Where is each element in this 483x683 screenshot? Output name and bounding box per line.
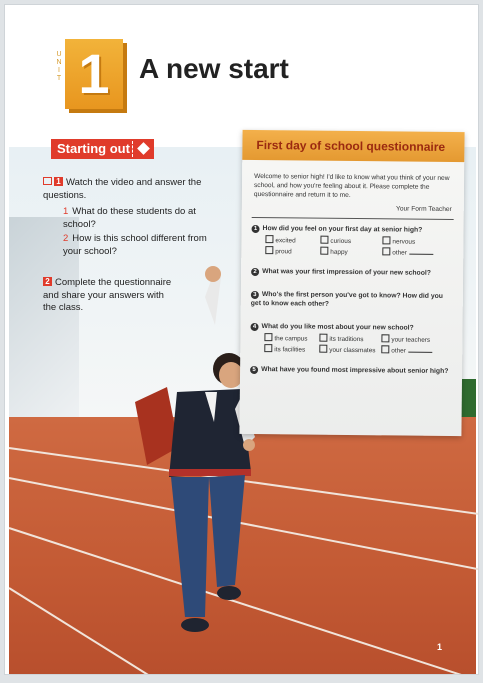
- question-1-options: [265, 235, 453, 259]
- checkbox-option[interactable]: happy: [320, 247, 382, 259]
- checkbox-option[interactable]: other: [381, 345, 451, 357]
- checkbox-option[interactable]: your classmates: [319, 345, 381, 357]
- question-2: 2 What was your first impression of your new school?: [251, 267, 453, 278]
- textbook-page: [4, 4, 479, 675]
- unit-number: 1: [78, 42, 110, 105]
- task-2: 2 Complete the questionnaire and share your answers with the class.: [43, 277, 172, 313]
- unit-vertical-label: U N I T: [56, 51, 62, 82]
- unit-title: A new start: [139, 53, 289, 84]
- task-1-question-2: 2 How is this school different from your school?: [63, 233, 207, 257]
- question-4: 4 What do you like most about your new school?: [250, 322, 452, 333]
- unit-number-box: [65, 39, 123, 109]
- question-5: 5 What have you found most impressive about senior high?: [250, 365, 452, 376]
- checkbox-option[interactable]: other: [382, 247, 452, 259]
- question-4-options: [264, 333, 452, 357]
- checkbox-option[interactable]: its facilities: [264, 344, 319, 356]
- question-3: 3 Who's the first person you've got to know? How did you get to know each other?: [250, 291, 443, 308]
- diamond-icon: [137, 142, 150, 155]
- page-number: 1: [436, 642, 442, 652]
- video-icon: [43, 177, 52, 185]
- task-1-question-1: 1 What do these students do at school?: [63, 206, 196, 230]
- checkbox-option[interactable]: the campus: [264, 333, 319, 345]
- checkbox-option[interactable]: curious: [320, 236, 382, 248]
- questionnaire-title: First day of school questionnaire: [242, 130, 464, 162]
- checkbox-option[interactable]: its traditions: [319, 334, 381, 346]
- checkbox-option[interactable]: nervous: [382, 236, 452, 248]
- task-1: 1 Watch the video and answer the questions.: [43, 177, 202, 201]
- questionnaire-intro: Welcome to senior high! I'd like to know what you think of your new school, and how you're feeling about it. Please complete the questionnaire and return it to me.: [253, 172, 450, 199]
- starting-out-badge: Starting out: [51, 139, 154, 159]
- questionnaire-sheet: [239, 130, 464, 436]
- checkbox-option[interactable]: your teachers: [381, 334, 451, 346]
- checkbox-option[interactable]: excited: [265, 235, 320, 247]
- checkbox-option[interactable]: proud: [265, 246, 320, 258]
- question-1: 1 How did you feel on your first day at senior high?: [252, 224, 454, 235]
- questionnaire-signature: Your Form Teacher: [396, 205, 452, 214]
